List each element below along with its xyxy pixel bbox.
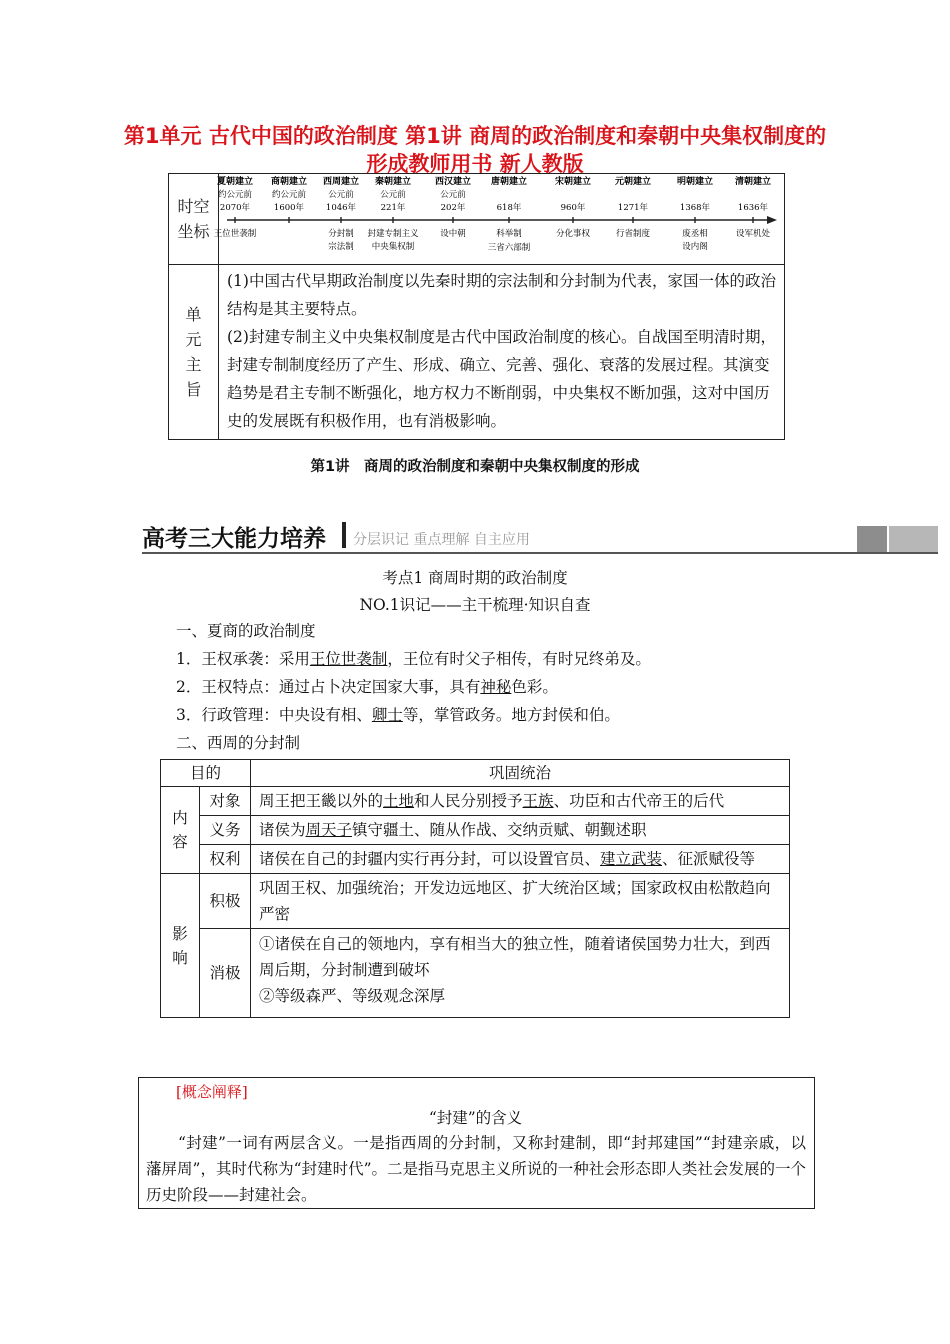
timeline-system: 设内阁 (682, 242, 708, 252)
timeline-date: 公元前 (440, 190, 466, 200)
timeline-date: 约公元前 (217, 190, 253, 200)
row-label-negative: 消极 (200, 929, 251, 1018)
timeline-system: 宗法制 (328, 242, 354, 252)
timeline-system: 设中朝 (440, 229, 466, 239)
section-heading-1: 一、夏商的政治制度 (176, 622, 316, 640)
banner-subtitle: 分层识记 重点理解 自主应用 (353, 532, 530, 548)
banner-bar-dark (857, 526, 887, 552)
row-label-duty: 义务 (200, 816, 251, 845)
timeline-year: 221年 (380, 203, 406, 213)
timeline-date: 公元前 (380, 190, 406, 200)
concept-body: “封建”一词有两层含义。一是指西周的分封制，又称封建制，即“封邦建国”“封建亲戚，以藩屏周”，其时代称为“封建时代”。二是指马克思主义所说的一种社会形态即人类社会发展的一个历史阶段——封建社会。 (146, 1134, 806, 1204)
timeline-event: 秦朝建立 (374, 177, 412, 187)
timeline-system: 封建专制主义 (367, 229, 419, 239)
timeline-system: 王位世袭制 (213, 229, 257, 239)
timeline-event: 夏朝建立 (216, 177, 254, 187)
section-heading-2: 二、西周的分封制 (176, 734, 301, 752)
item-1: 1．王权承袭：采用王位世袭制，王位有时父子相传，有时兄终弟及。 (176, 650, 651, 668)
timeline-year: 960年 (560, 203, 586, 213)
timeline-system: 科举制 (496, 229, 522, 239)
concept-tag: [概念阐释] (176, 1083, 248, 1101)
fenfeng-table (160, 759, 790, 1018)
item-3: 3．行政管理：中央设有相、卿士等，掌管政务。地方封侯和伯。 (176, 706, 620, 724)
theme-paragraph-1: (1)中国古代早期政治制度以先秦时期的宗法制和分封制为代表，家国一体的政治结构是其主要特点。 (227, 272, 776, 318)
purpose-label: 目的 (161, 760, 251, 787)
unit-overview-table (168, 173, 785, 440)
lecture-title: 第1讲 商周的政治制度和秦朝中央集权制度的形成 (310, 459, 640, 475)
timeline-event: 唐朝建立 (490, 177, 528, 187)
impact-label: 影响 (161, 874, 200, 1018)
topic-heading: 考点1 商周时期的政治制度 (382, 569, 568, 587)
theme-paragraph-2: (2)封建专制主义中央集权制度是古代中国政治制度的核心。自战国至明清时期，封建专制制度经历了产生、形成、确立、完善、强化、衰落的发展过程。其演变趋势是君主专制不断强化，地方权力不断削弱，中央集权不断加强，这对中国历史的发展既有积极作用，也有消极影响。 (227, 328, 776, 430)
timeline-system: 中央集权制 (371, 242, 415, 252)
banner-separator (342, 522, 346, 548)
no-line: NO.1识记——主干梳理·知识自查 (359, 596, 591, 614)
row-label-object: 对象 (200, 787, 251, 816)
timeline-date: 约公元前 (271, 190, 307, 200)
banner-bar-light (889, 526, 938, 552)
timeline-year: 1046年 (325, 203, 357, 213)
concept-title: “封建”的含义 (428, 1109, 523, 1127)
timeline-event: 西周建立 (322, 177, 360, 187)
right-text: 诸侯在自己的封疆内实行再分封，可以设置官员、建立武装、征派赋役等 (251, 845, 790, 874)
timeline-event: 元朝建立 (614, 177, 652, 187)
positive-text: 巩固王权、加强统治；开发边远地区、扩大统治区域；国家政权由松散趋向严密 (251, 874, 790, 929)
timeline-year: 618年 (496, 203, 522, 213)
item-2: 2．王权特点：通过占卜决定国家大事，具有神秘色彩。 (176, 678, 558, 696)
timeline-system: 分封制 (328, 229, 354, 239)
timeline-system: 行省制度 (615, 229, 651, 239)
duty-text: 诸侯为周天子镇守疆土、随从作战、交纳贡赋、朝觐述职 (251, 816, 790, 845)
timeline-cell (213, 174, 785, 265)
timeline-year: 1271年 (617, 203, 649, 213)
timeline-system: 分化事权 (555, 229, 591, 239)
banner-rule (142, 552, 938, 554)
object-text: 周王把王畿以外的土地和人民分别授予王族、功臣和古代帝王的后代 (251, 787, 790, 816)
timeline-event: 明朝建立 (676, 177, 714, 187)
timeline-year: 202年 (440, 203, 466, 213)
timeline-year: 2070年 (219, 203, 251, 213)
timeline-system: 设军机处 (735, 229, 771, 239)
timeline-event: 商朝建立 (270, 177, 308, 187)
theme-text (219, 265, 785, 440)
timeline-year: 1636年 (737, 203, 769, 213)
theme-label: 单元主旨 (169, 265, 219, 440)
timeline-label: 时空坐标 (169, 174, 219, 265)
timeline-event: 宋朝建立 (554, 177, 592, 187)
document-title: 第1单元 古代中国的政治制度 第1讲 商周的政治制度和秦朝中央集权制度的形成教师用书 新人教版 (123, 124, 827, 176)
timeline-year: 1600年 (273, 203, 305, 213)
content-label: 内容 (161, 787, 200, 874)
timeline-date: 公元前 (328, 190, 354, 200)
timeline-system: 废丞相 (682, 229, 708, 239)
negative-text: ①诸侯在自己的领地内，享有相当大的独立性，随着诸侯国势力壮大，到西周后期，分封制遭到破坏 ②等级森严、等级观念深厚 (251, 929, 790, 1018)
timeline-system: 三省六部制 (487, 243, 531, 253)
timeline-arrow (767, 216, 777, 224)
banner-title: 高考三大能力培养 (142, 526, 326, 552)
timeline-diagram (213, 174, 784, 260)
timeline-year: 1368年 (679, 203, 711, 213)
purpose-value: 巩固统治 (251, 760, 790, 787)
row-label-positive: 积极 (200, 874, 251, 929)
row-label-right: 权利 (200, 845, 251, 874)
timeline-event: 清朝建立 (734, 177, 772, 187)
timeline-event: 西汉建立 (434, 177, 472, 187)
